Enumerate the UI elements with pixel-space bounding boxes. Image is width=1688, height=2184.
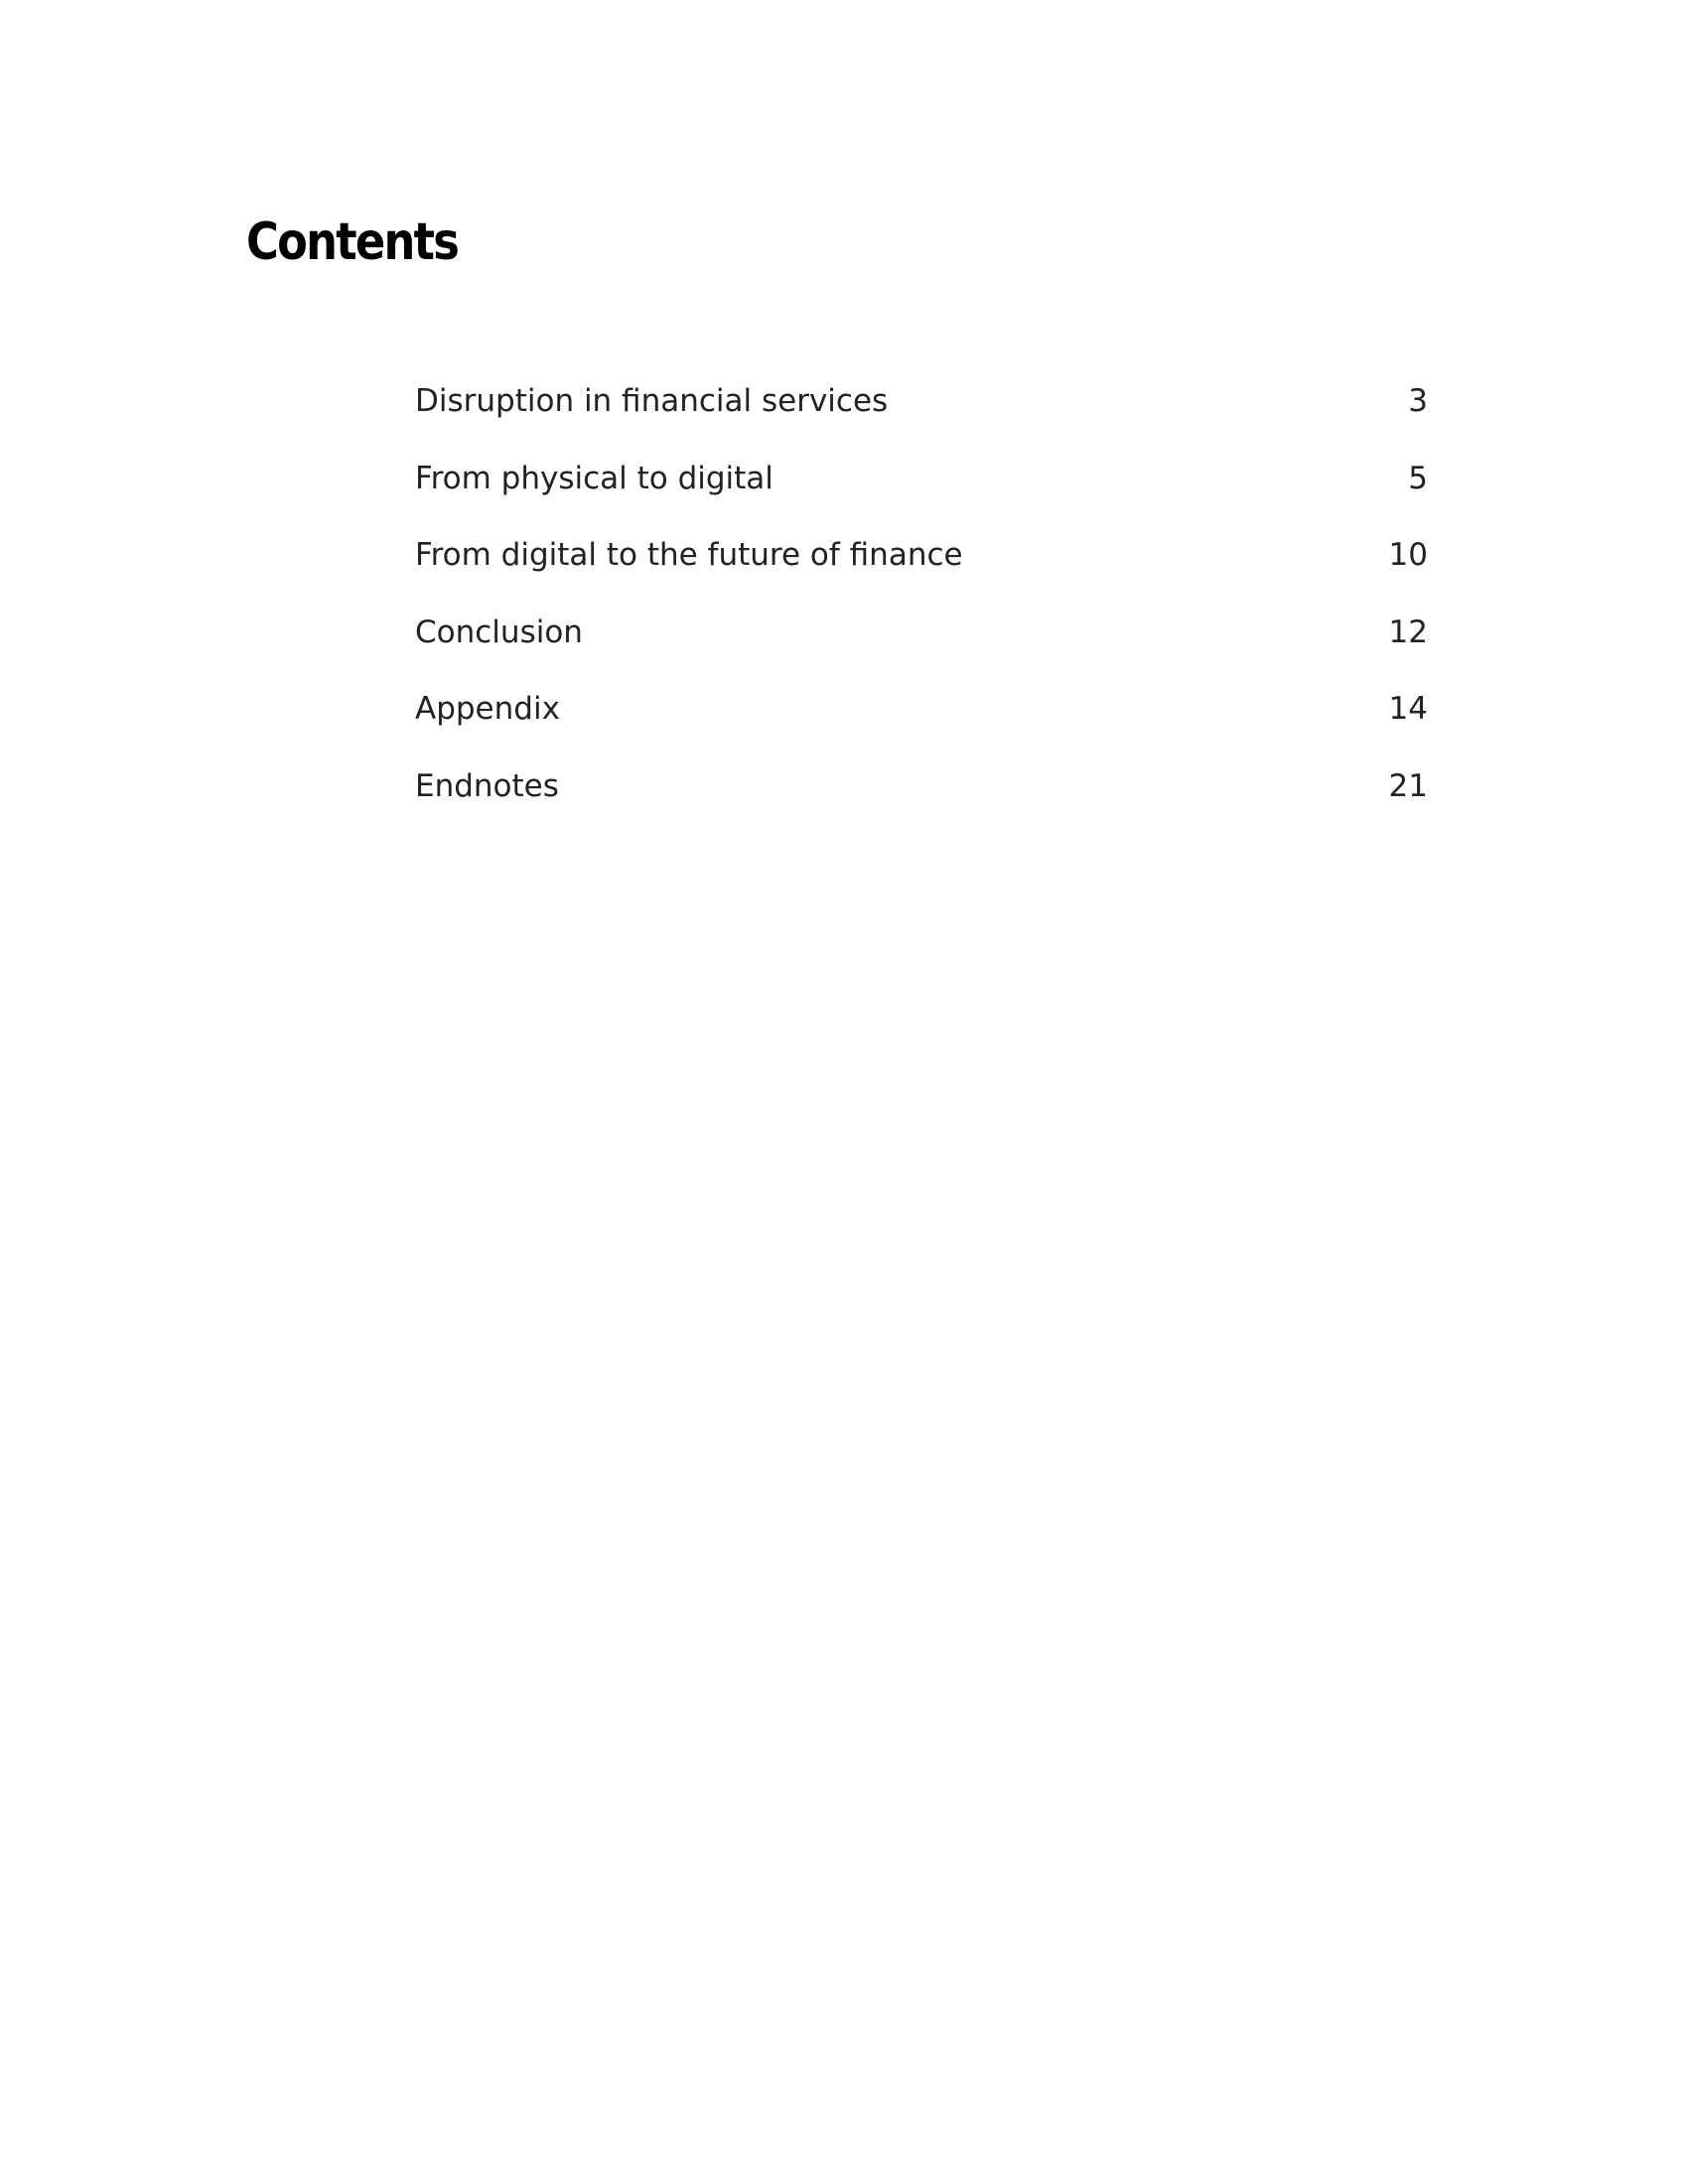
- toc-entry-digital-to-future[interactable]: [415, 527, 1428, 605]
- toc-entry-page-number: 5: [1408, 460, 1428, 496]
- toc-entry-label: From digital to the future of finance: [415, 537, 963, 573]
- toc-entry-disruption[interactable]: [415, 373, 1428, 451]
- page-title: Contents: [246, 212, 459, 272]
- toc-entry-label: Appendix: [415, 691, 560, 727]
- toc-entry-page-number: 10: [1388, 537, 1428, 573]
- toc-entry-label: From physical to digital: [415, 460, 774, 496]
- table-of-contents: [415, 373, 1428, 835]
- toc-entry-label: Endnotes: [415, 767, 559, 804]
- toc-entry-label: Conclusion: [415, 614, 583, 650]
- toc-entry-appendix[interactable]: [415, 681, 1428, 758]
- toc-entry-page-number: 14: [1388, 691, 1428, 727]
- toc-entry-endnotes[interactable]: [415, 758, 1428, 836]
- toc-entry-conclusion[interactable]: [415, 605, 1428, 682]
- toc-entry-physical-to-digital[interactable]: [415, 451, 1428, 528]
- toc-entry-page-number: 21: [1388, 767, 1428, 804]
- toc-entry-label: Disruption in financial services: [415, 383, 889, 419]
- toc-entry-page-number: 3: [1408, 383, 1428, 419]
- toc-entry-page-number: 12: [1388, 614, 1428, 650]
